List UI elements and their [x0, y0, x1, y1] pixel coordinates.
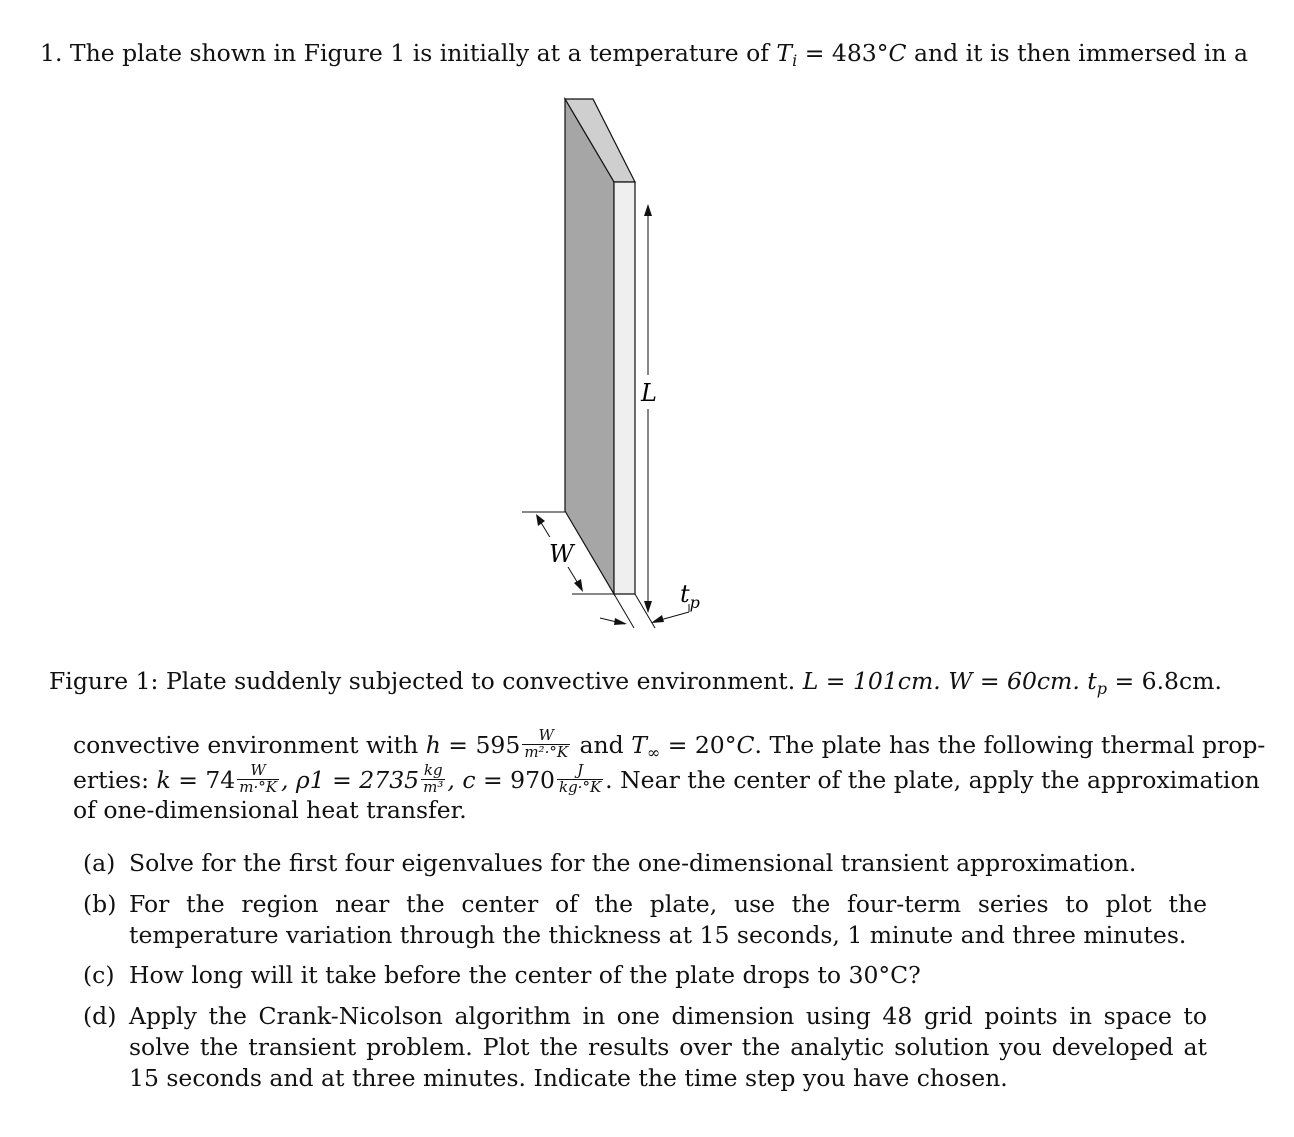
k-symbol: k — [156, 765, 171, 794]
figure-caption — [49, 667, 1222, 698]
h-unit-den: m²·°K — [524, 742, 569, 761]
part-b-text: For the region near the center of the plate, use the four-term series to plot the temperature variation through the thickness at 15 seconds, 1 minute and three minutes. — [129, 890, 1207, 949]
rho-unit-num: kg — [421, 763, 445, 780]
caption-L: L = 101cm. — [802, 667, 941, 695]
k-unit-den: m·°K — [239, 777, 277, 796]
tinf-subscript: ∞ — [646, 742, 661, 762]
tp-label-t: t — [680, 580, 690, 608]
problem-number: 1. — [40, 39, 63, 67]
plate-figure — [500, 90, 760, 640]
part-c — [83, 960, 1207, 991]
tinf-value: = 20° — [660, 730, 737, 759]
part-a-label: (a) — [83, 849, 116, 877]
body-text-2a: erties: — [73, 765, 157, 794]
k-unit-fraction — [237, 763, 279, 796]
c-unit-num: J — [557, 763, 603, 780]
problem-statement-line-1 — [40, 39, 1249, 70]
h-unit-num: W — [522, 728, 570, 745]
tp-label — [680, 580, 700, 612]
tp-arrow-left — [614, 618, 627, 625]
plate-front-face — [565, 99, 614, 594]
caption-tp-symbol: t — [1087, 667, 1097, 695]
h-symbol: h — [425, 730, 441, 759]
caption-W: W = 60cm. — [948, 667, 1080, 695]
rho-unit-den: m³ — [423, 777, 444, 796]
W-arrow-bottom — [574, 579, 583, 592]
ti-unit: C — [888, 39, 907, 67]
part-a-text: Solve for the first four eigenvalues for the one-dimensional transient approximation. — [129, 849, 1137, 877]
c-unit-fraction — [557, 763, 603, 796]
caption-tp-value: = 6.8cm. — [1107, 667, 1222, 695]
body-line-3 — [73, 796, 467, 824]
rho-unit-fraction — [421, 763, 445, 796]
body-line-2 — [73, 761, 1260, 798]
part-b — [83, 889, 1207, 951]
part-d-label: (d) — [83, 1002, 117, 1030]
part-d — [83, 1001, 1207, 1094]
h-value: = 595 — [440, 730, 521, 759]
c-value: = 970 — [475, 765, 555, 794]
tp-label-sub: p — [689, 593, 700, 612]
k-value: = 74 — [170, 765, 236, 794]
L-arrow-top — [644, 204, 652, 216]
problem-intro-end: and it is then immersed in a — [913, 39, 1249, 67]
part-a — [83, 848, 1207, 879]
body-text-2b: . Near the center of the plate, apply the approximation — [605, 765, 1260, 794]
part-c-text: How long will it take before the center of the plate drops to 30°C? — [129, 961, 921, 989]
tp-arrow-right — [651, 615, 664, 623]
h-unit-fraction — [522, 728, 570, 761]
part-b-label: (b) — [83, 890, 117, 918]
c-symbol: , c — [447, 765, 476, 794]
ti-value: = 483° — [797, 39, 889, 67]
body-text-1c: . The plate has the following thermal prop- — [754, 730, 1266, 759]
L-label: L — [641, 379, 657, 407]
W-label: W — [549, 540, 574, 568]
caption-tp-sub: p — [1096, 679, 1107, 698]
tinf-unit: C — [736, 730, 755, 759]
part-c-label: (c) — [83, 961, 115, 989]
body-text-3: of one-dimensional heat transfer. — [73, 796, 467, 824]
tinf-symbol: T — [631, 730, 647, 759]
ti-subscript: i — [792, 51, 798, 70]
body-text-1a: convective environment with — [73, 730, 426, 759]
W-arrow-top — [536, 514, 545, 526]
ti-symbol: T — [776, 39, 793, 67]
body-line-1 — [73, 726, 1266, 763]
k-unit-num: W — [237, 763, 279, 780]
rho-value: , ρ1 = 2735 — [280, 765, 420, 794]
problem-intro: The plate shown in Figure 1 is initially at a temperature of — [69, 39, 769, 67]
plate-side-face — [614, 182, 635, 594]
body-text-1b: and — [579, 730, 632, 759]
c-unit-den: kg·°K — [558, 777, 602, 796]
caption-prefix: Figure 1: Plate suddenly subjected to convective environment. — [49, 667, 796, 695]
part-d-text: Apply the Crank-Nicolson algorithm in one dimension using 48 grid points in space to solve the transient problem. Plot the results over the analytic solution you developed at 15 seconds and at three minutes. Indicate the time step you have chosen. — [129, 1002, 1207, 1092]
